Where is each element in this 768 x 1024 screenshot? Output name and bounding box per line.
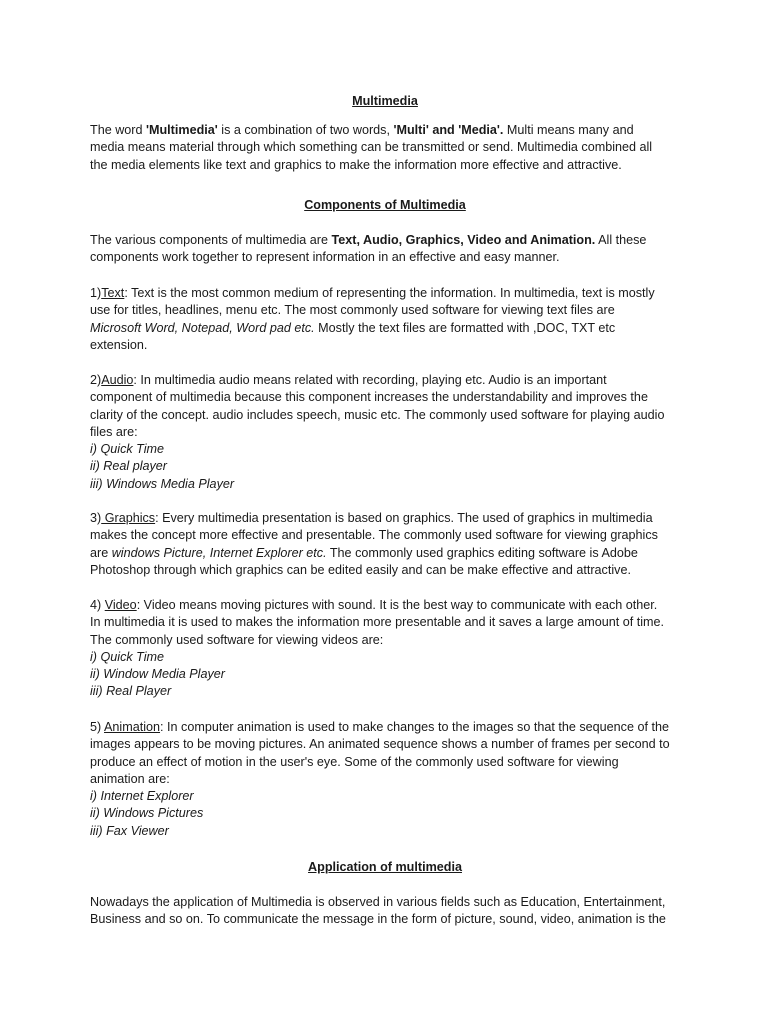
graphics-section-line-4: Photoshop through which graphics can be edited easily and can be make effective and attractive. bbox=[90, 562, 631, 577]
components-intro-text: All these bbox=[595, 233, 647, 247]
components-intro-line-1 bbox=[90, 232, 680, 249]
audio-software-item: ii) Real player bbox=[90, 459, 167, 474]
text-section-line-2: use for titles, headlines, menu etc. The most commonly used software for viewing text files are bbox=[90, 303, 615, 318]
audio-section-label: Audio bbox=[101, 373, 134, 387]
animation-software-item: i) Internet Explorer bbox=[90, 789, 194, 804]
animation-section-line-1 bbox=[90, 719, 680, 736]
section-text: : Every multimedia presentation is based on graphics. The used of graphics in multimedia bbox=[155, 511, 653, 525]
intro-bold-term: 'Multimedia' bbox=[146, 123, 218, 137]
list-item bbox=[90, 476, 680, 493]
graphics-section bbox=[90, 510, 680, 579]
list-item bbox=[90, 649, 680, 666]
video-section bbox=[90, 597, 680, 701]
section-text: : In computer animation is used to make changes to the images so that the sequence of the bbox=[160, 720, 669, 734]
audio-section-line-1 bbox=[90, 372, 680, 389]
intro-line-1 bbox=[90, 122, 680, 139]
section-text: The commonly used graphics editing software is Adobe bbox=[326, 545, 638, 560]
list-item bbox=[90, 805, 680, 822]
intro-bold-words: 'Multi' and 'Media'. bbox=[393, 123, 504, 137]
software-list-italic: Microsoft Word, Notepad, Word pad etc. bbox=[90, 320, 315, 335]
components-intro-text: The various components of multimedia are bbox=[90, 233, 332, 247]
animation-section-line-2: images appears to be moving pictures. An animated sequence shows a number of frames per second to bbox=[90, 737, 670, 752]
audio-software-item: iii) Windows Media Player bbox=[90, 476, 235, 491]
components-list-bold: Text, Audio, Graphics, Video and Animation. bbox=[331, 233, 596, 247]
graphics-section-line-3 bbox=[90, 545, 680, 562]
text-section bbox=[90, 285, 680, 354]
section-number: 3) bbox=[90, 511, 102, 525]
section-number: 1) bbox=[90, 286, 102, 300]
intro-text: The word bbox=[90, 123, 146, 137]
list-item bbox=[90, 823, 680, 840]
application-line-2: Business and so on. To communicate the message in the form of picture, sound, video, animation is the bbox=[90, 912, 666, 927]
list-item bbox=[90, 458, 680, 475]
intro-line-3: the media elements like text and graphics to make the information more effective and attractive. bbox=[90, 157, 622, 172]
intro-line-2: media means material through which something can be transmitted or send. Multimedia combined all bbox=[90, 140, 653, 155]
video-section-line-3: The commonly used software for viewing videos are: bbox=[90, 632, 384, 647]
animation-section bbox=[90, 719, 680, 840]
video-software-item: iii) Real Player bbox=[90, 684, 172, 699]
list-item bbox=[90, 683, 680, 700]
graphics-section-label: Graphics bbox=[101, 511, 156, 525]
application-heading: Application of multimedia bbox=[308, 860, 462, 874]
section-number: 2) bbox=[90, 373, 102, 387]
application-paragraph bbox=[90, 894, 680, 929]
section-text: Mostly the text files are formatted with ,DOC, TXT etc bbox=[314, 320, 616, 335]
animation-section-label: Animation bbox=[104, 720, 161, 734]
video-software-item: ii) Window Media Player bbox=[90, 667, 225, 682]
text-section-line-3 bbox=[90, 320, 680, 337]
components-intro-paragraph bbox=[90, 232, 680, 267]
list-item bbox=[90, 666, 680, 683]
graphics-section-line-2: makes the concept more effective and presentable. The commonly used software for viewing graphics bbox=[90, 528, 658, 543]
application-line-1: Nowadays the application of Multimedia is observed in various fields such as Education, Entertainment, bbox=[90, 895, 666, 909]
video-section-line-1 bbox=[90, 597, 680, 614]
software-list-italic: windows Picture, Internet Explorer etc. bbox=[111, 545, 327, 560]
components-intro-line-2: components work together to represent information in an effective and easy manner. bbox=[90, 250, 560, 265]
animation-software-item: ii) Windows Pictures bbox=[90, 806, 204, 821]
audio-software-item: i) Quick Time bbox=[90, 442, 165, 457]
text-section-label: Text bbox=[101, 286, 125, 300]
intro-text: is a combination of two words, bbox=[217, 123, 394, 137]
audio-section-line-2: component of multimedia because this component increases the understandability and improves the bbox=[90, 390, 648, 405]
list-item bbox=[90, 441, 680, 458]
section-number: 4) bbox=[90, 598, 105, 612]
text-section-line-4: extension. bbox=[90, 337, 148, 352]
components-heading: Components of Multimedia bbox=[304, 198, 466, 212]
video-software-item: i) Quick Time bbox=[90, 649, 165, 664]
video-section-line-2: In multimedia it is used to makes the information more presentable and it saves a large amount of time. bbox=[90, 615, 664, 630]
intro-paragraph bbox=[90, 122, 680, 174]
animation-section-line-4: animation are: bbox=[90, 771, 170, 786]
animation-section-line-3: produce an effect of motion in the user's eye. Some of the commonly used software for viewing bbox=[90, 754, 619, 769]
section-text: : Video means moving pictures with sound. It is the best way to communicate with each other. bbox=[136, 598, 658, 612]
list-item bbox=[90, 788, 680, 805]
audio-section bbox=[90, 372, 680, 493]
section-text: are bbox=[90, 545, 112, 560]
audio-section-line-3: clarity of the concept. audio includes speech, music etc. The commonly used software for playing audio bbox=[90, 407, 665, 422]
section-text: : Text is the most common medium of representing the information. In multimedia, text is mostly bbox=[124, 286, 655, 300]
video-section-label: Video bbox=[104, 598, 137, 612]
graphics-section-line-1 bbox=[90, 510, 680, 527]
text-section-line-1 bbox=[90, 285, 680, 302]
intro-text: Multi means many and bbox=[503, 123, 634, 137]
page-title: Multimedia bbox=[352, 94, 418, 108]
audio-section-line-4: files are: bbox=[90, 424, 138, 439]
section-number: 5) bbox=[90, 720, 105, 734]
section-text: : In multimedia audio means related with recording, playing etc. Audio is an important bbox=[133, 373, 607, 387]
animation-software-item: iii) Fax Viewer bbox=[90, 823, 169, 838]
